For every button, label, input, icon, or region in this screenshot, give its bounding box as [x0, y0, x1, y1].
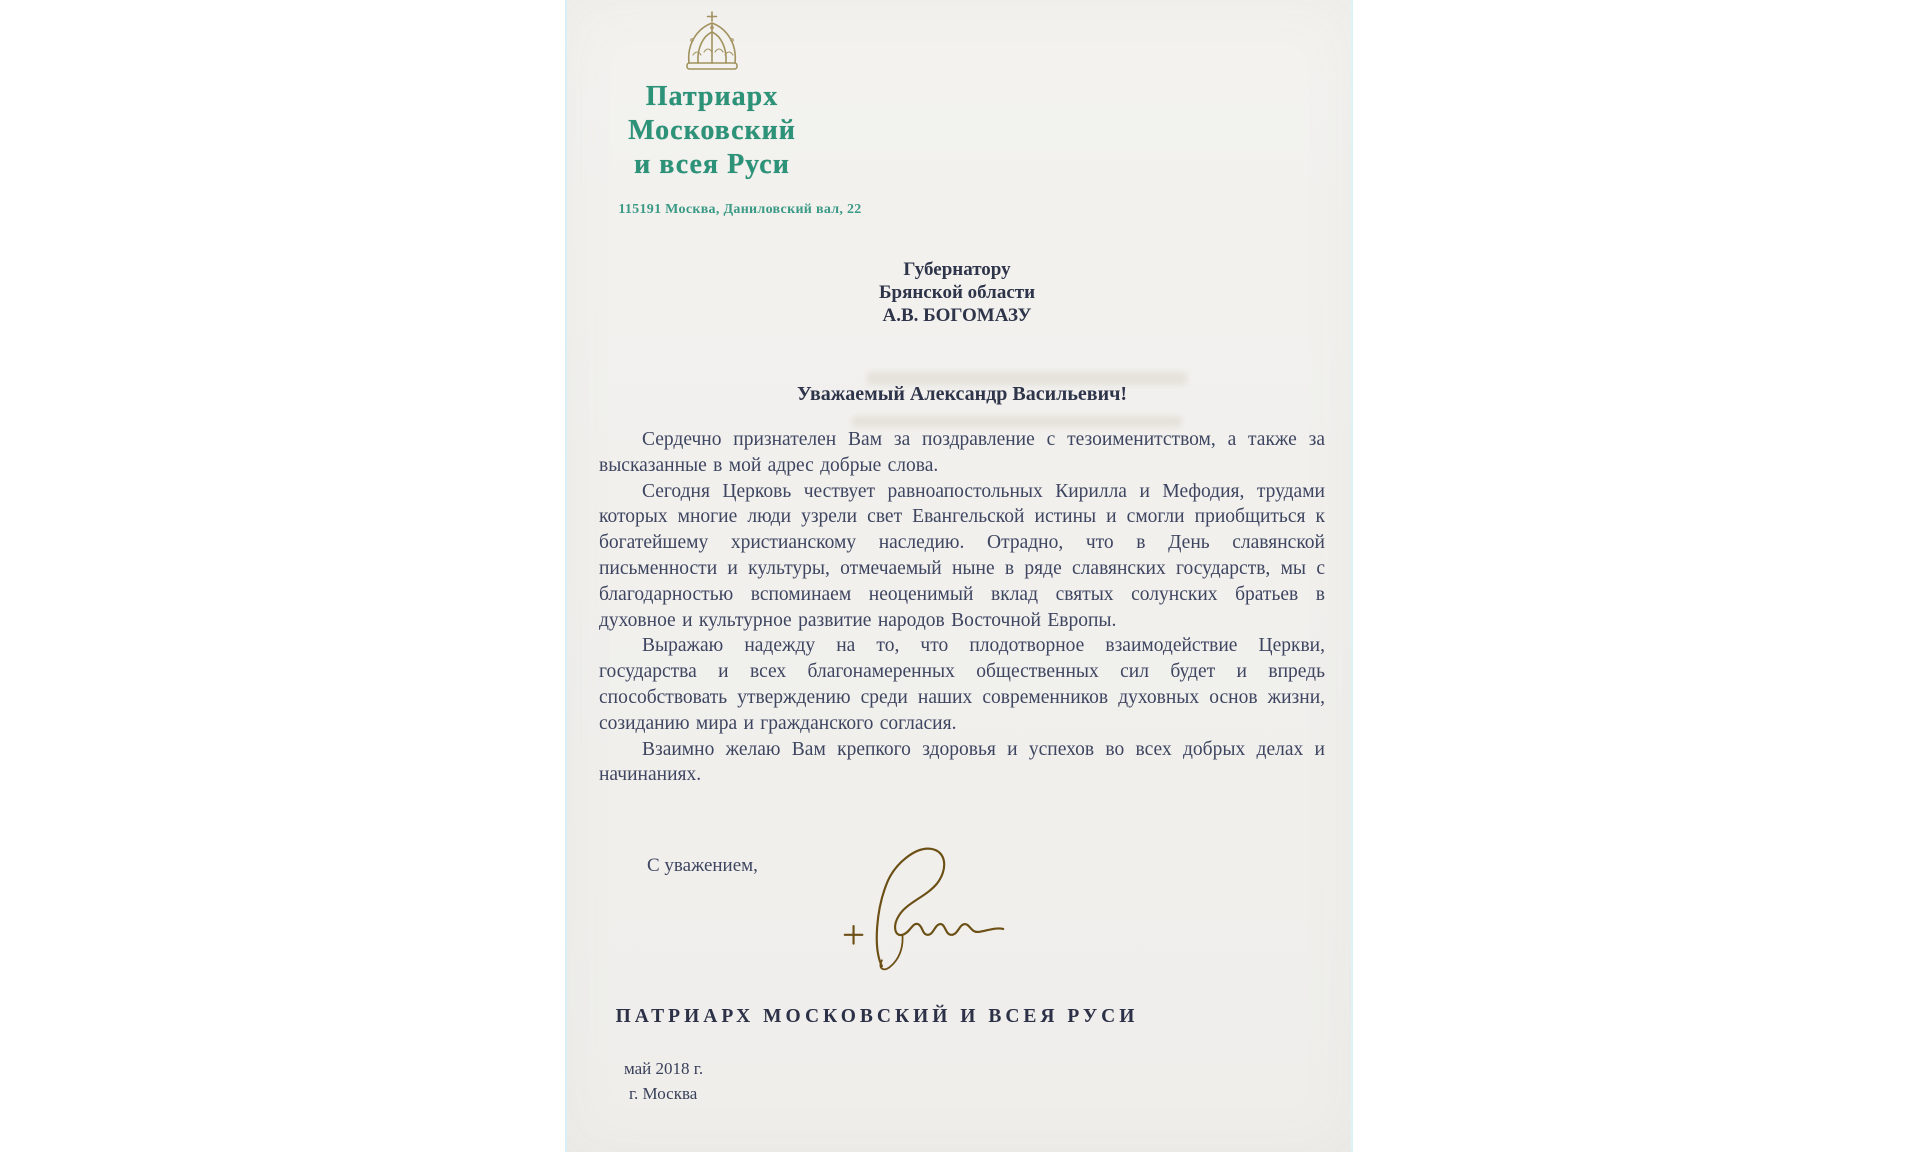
- body-paragraph: Сегодня Церковь чествует равноапостольных Кирилла и Мефодия, трудами которых многие люди узрели свет Евангельской истины и смогли приобщиться к богатейшему христианскому наследию. Отрадно, что в День славянской письменности и культуры, отмечаемый ныне в ряде славянских государств, мы с благодарностью вспоминаем неоценимый вклад святых солунских братьев в духовное и культурное развитие народов Восточной Европы.: [599, 480, 1325, 631]
- letterhead-address: 115191 Москва, Даниловский вал, 22: [618, 202, 862, 217]
- letter-page: [565, 0, 1353, 1152]
- letter-date: май 2018 г.: [624, 1059, 704, 1078]
- signature-block: [829, 840, 1014, 972]
- date-place-block: [624, 1056, 703, 1106]
- letterhead-title: [567, 80, 857, 182]
- recipient-block: [807, 258, 1107, 327]
- letterhead-title-line: и всея Руси: [634, 149, 790, 180]
- recipient-line: Брянской области: [878, 282, 1036, 303]
- letter-place: г. Москва: [629, 1084, 698, 1103]
- signer-title: ПАТРИАРХ МОСКОВСКИЙ И ВСЕЯ РУСИ: [615, 1006, 1139, 1027]
- bleed-through-smudge: [852, 416, 1182, 427]
- letter-body: [599, 427, 1325, 788]
- letterhead-title-line: Московский: [628, 115, 796, 146]
- body-paragraph: Взаимно желаю Вам крепкого здоровья и успехов во всех добрых делах и начинаниях.: [599, 738, 1325, 786]
- valediction: С уважением,: [647, 855, 758, 876]
- recipient-line: А.В. БОГОМАЗУ: [882, 305, 1032, 326]
- letterhead-title-line: Патриарх: [645, 81, 779, 112]
- body-paragraph: Сердечно признателен Вам за поздравление с тезоименитством, а также за высказанные в мой адрес добрые слова.: [599, 429, 1325, 476]
- patriarch-kirill-signature-icon: [829, 840, 1014, 972]
- salutation: Уважаемый Александр Васильевич!: [796, 383, 1128, 405]
- body-paragraph: Выражаю надежду на то, что плодотворное взаимодействие Церкви, государства и всех благонамеренных общественных сил будет и впредь способствовать утверждению среди наших современников духовных основ жизни, созиданию мира и гражданского согласия.: [599, 635, 1325, 734]
- patriarchal-crown-icon: [676, 10, 748, 72]
- letterhead-emblem: [567, 10, 857, 77]
- recipient-line: Губернатору: [903, 259, 1011, 280]
